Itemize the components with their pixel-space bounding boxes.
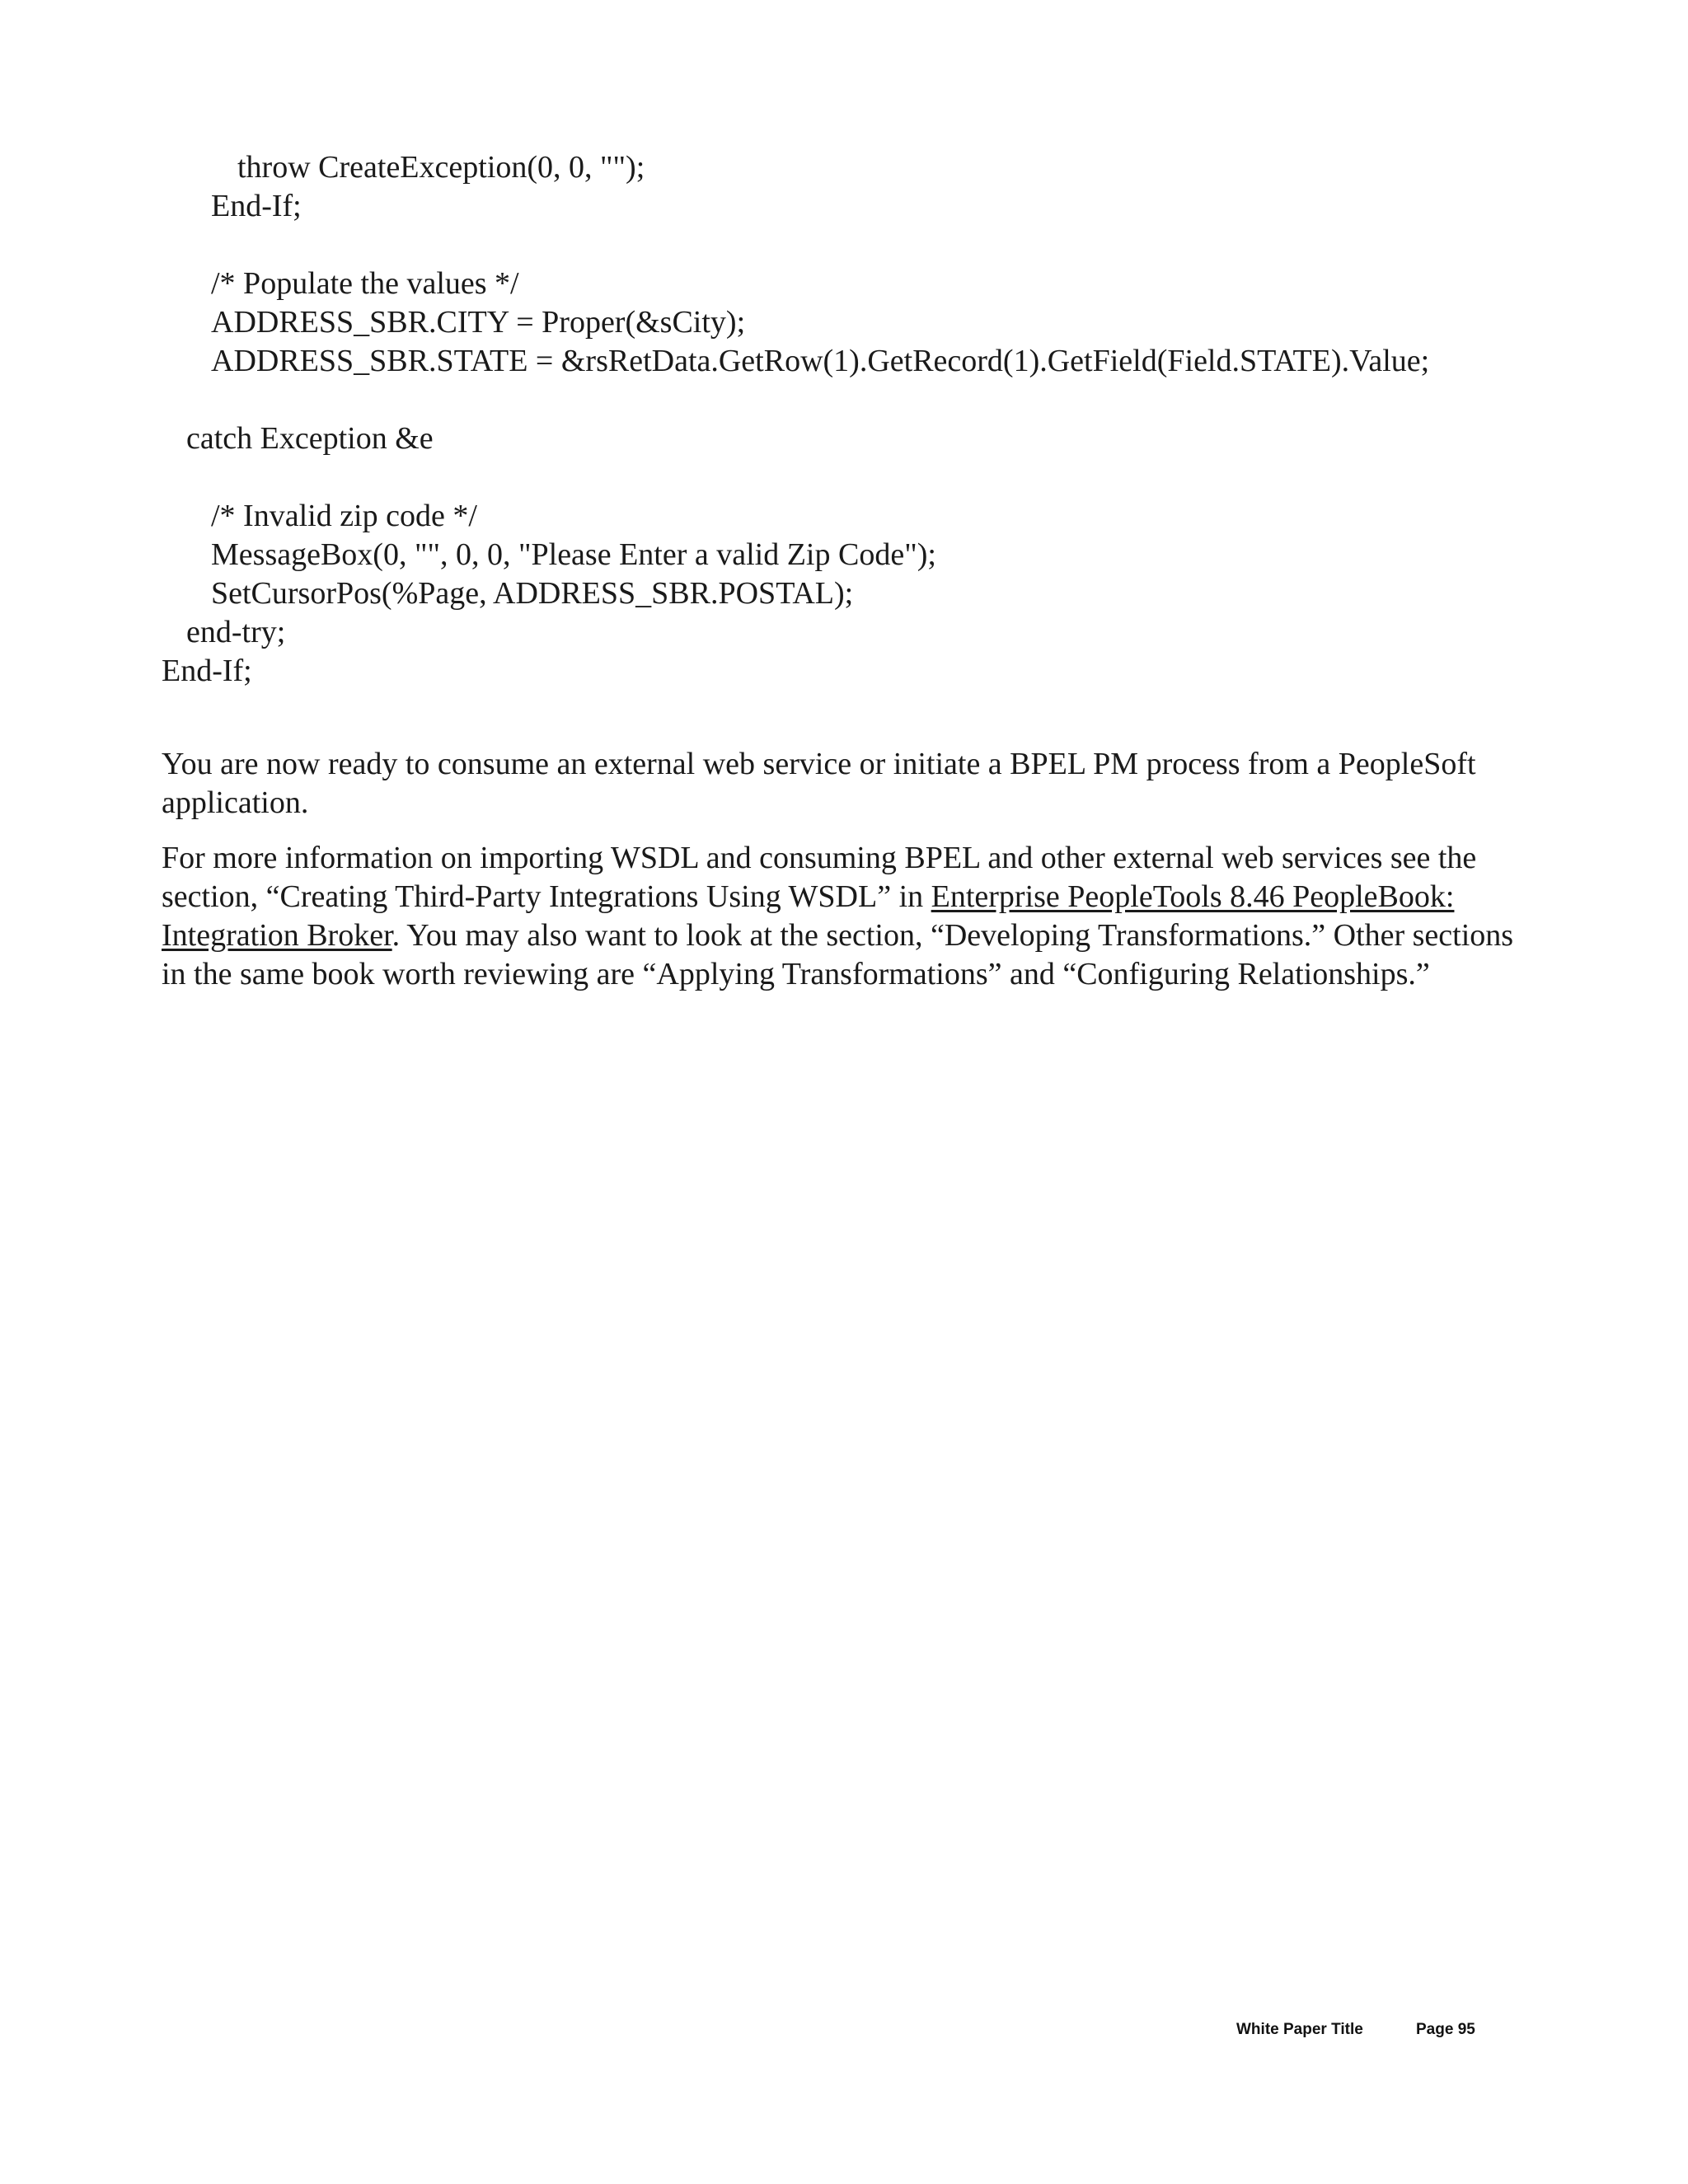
page-number: Page 95 [1416, 2021, 1475, 2038]
code-line: throw CreateException(0, 0, ""); [237, 150, 645, 185]
code-line-blank [162, 226, 1563, 265]
code-line-blank [162, 381, 1563, 419]
body-paragraph [162, 839, 1522, 994]
code-line: /* Populate the values */ [211, 266, 519, 301]
code-line: SetCursorPos(%Page, ADDRESS_SBR.POSTAL); [211, 576, 854, 611]
code-line-blank [162, 458, 1563, 497]
paragraph-text: . You may also want to look at the section, “Developing Transformations.” Other sections in the same book worth reviewing are “Applying Transformations” and “Configuring Relationships.” [162, 918, 1514, 991]
footer-title: White Paper Title [1236, 2021, 1363, 2038]
code-line: End-If; [162, 654, 252, 688]
paragraph-text: For more information on importing WSDL and consuming BPEL and other external web services see the section, “Creating Third-Party Integrations Using WSDL” in [162, 841, 1477, 914]
code-line: ADDRESS_SBR.CITY = Proper(&sCity); [211, 305, 746, 340]
code-block [162, 148, 1563, 691]
code-line: End-If; [211, 189, 302, 223]
code-line: end-try; [186, 615, 286, 649]
code-line: /* Invalid zip code */ [211, 499, 477, 533]
book-title-link[interactable]: Enterprise PeopleTools 8.46 PeopleBook: Integration Broker [162, 879, 1455, 953]
code-line: catch Exception &e [186, 421, 434, 456]
code-line: MessageBox(0, "", 0, 0, "Please Enter a valid Zip Code"); [211, 537, 936, 572]
code-line: ADDRESS_SBR.STATE = &rsRetData.GetRow(1).GetRecord(1).GetField(Field.STATE).Value; [211, 344, 1430, 378]
body-paragraph: You are now ready to consume an external web service or initiate a BPEL PM process from a PeopleSoft application. [162, 747, 1476, 820]
